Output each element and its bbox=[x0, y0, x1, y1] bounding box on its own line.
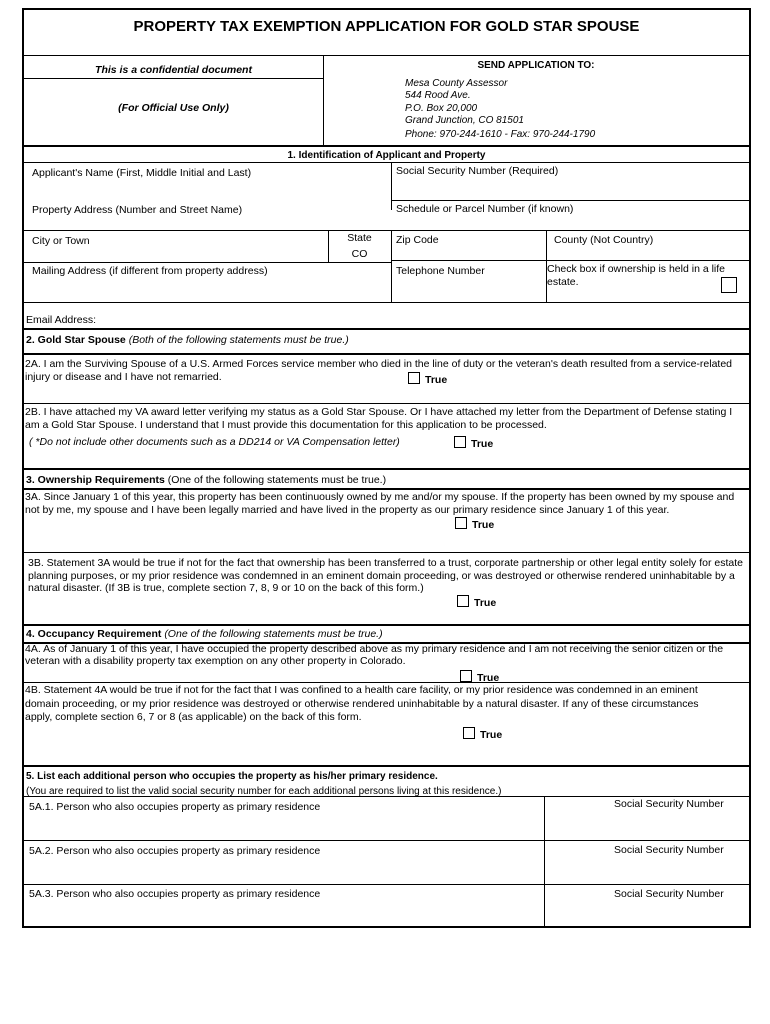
divider bbox=[24, 162, 749, 163]
person-5a2-field[interactable]: 5A.2. Person who also occupies property as primary residence bbox=[29, 845, 321, 857]
divider bbox=[24, 624, 749, 626]
true-label: True bbox=[474, 597, 497, 609]
divider bbox=[24, 552, 749, 553]
section4-note: (One of the following statements must be true.) bbox=[164, 628, 383, 640]
statement-2b-note: ( *Do not include other documents such as a DD214 or VA Compensation letter) bbox=[29, 436, 400, 448]
divider bbox=[24, 230, 749, 231]
checkbox-icon[interactable] bbox=[460, 670, 472, 682]
divider bbox=[24, 765, 749, 767]
divider bbox=[544, 796, 545, 928]
official-use-label: (For Official Use Only) bbox=[118, 102, 229, 114]
ssn-5a2-field[interactable]: Social Security Number bbox=[614, 844, 724, 856]
page-title: PROPERTY TAX EXEMPTION APPLICATION FOR GOLD STAR SPOUSE bbox=[133, 18, 640, 35]
divider bbox=[391, 162, 392, 210]
email-field[interactable]: Email Address: bbox=[26, 314, 97, 326]
divider bbox=[24, 796, 749, 797]
life-estate-checkbox[interactable] bbox=[721, 277, 737, 293]
divider bbox=[24, 328, 749, 330]
section3-title: 3. Ownership Requirements bbox=[26, 474, 165, 486]
state-value: CO bbox=[351, 248, 368, 260]
section4-heading bbox=[26, 628, 383, 641]
person-5a1-field[interactable]: 5A.1. Person who also occupies property as primary residence bbox=[29, 801, 321, 813]
state-label: State bbox=[347, 232, 372, 244]
true-3b[interactable] bbox=[457, 593, 496, 611]
true-label: True bbox=[471, 438, 494, 450]
divider bbox=[24, 488, 749, 490]
divider bbox=[24, 78, 323, 79]
section3-heading bbox=[26, 474, 386, 487]
true-label: True bbox=[480, 729, 503, 741]
divider bbox=[24, 262, 391, 263]
city-field[interactable]: City or Town bbox=[32, 235, 90, 247]
section2-note: (Both of the following statements must be true.) bbox=[128, 334, 349, 346]
county-field[interactable]: County (Not Country) bbox=[554, 234, 654, 246]
zip-code-field[interactable]: Zip Code bbox=[396, 234, 439, 246]
divider bbox=[24, 840, 749, 841]
checkbox-icon[interactable] bbox=[408, 372, 420, 384]
divider bbox=[24, 403, 749, 404]
ssn-5a3-field[interactable]: Social Security Number bbox=[614, 888, 724, 900]
send-to-address bbox=[405, 78, 595, 141]
divider bbox=[24, 145, 749, 147]
statement-2a: 2A. I am the Surviving Spouse of a U.S. Armed Forces service member who died in the line of duty or the veteran's death resulted from a service-related injury or disease and I have not remarried. bbox=[25, 358, 733, 383]
true-label: True bbox=[425, 374, 448, 386]
assessor-street: 544 Rood Ave. bbox=[405, 90, 471, 102]
section5-note: (You are required to list the valid social security number for each additional persons living at this residence.) bbox=[26, 786, 502, 797]
true-4b[interactable] bbox=[463, 725, 502, 743]
assessor-name: Mesa County Assessor bbox=[405, 78, 508, 89]
person-5a3-field[interactable]: 5A.3. Person who also occupies property as primary residence bbox=[29, 888, 321, 900]
section5-heading: 5. List each additional person who occupies the property as his/her primary residence. bbox=[26, 771, 438, 782]
divider bbox=[24, 55, 749, 56]
life-estate-label: Check box if ownership is held in a life estate. bbox=[547, 263, 726, 288]
statement-2b: 2B. I have attached my VA award letter verifying my status as a Gold Star Spouse. Or I have attached my letter from the Department of Defense stating I am a Gold Star Spouse. I understand that I must provide this documentation for this application to be processed. bbox=[25, 406, 733, 431]
telephone-field[interactable]: Telephone Number bbox=[396, 265, 485, 277]
statement-3b: 3B. Statement 3A would be true if not for the fact that ownership has been transferred to a trust, corporate partnership or other legal entity solely for estate planning purposes, or my prior residence was condemned in an eminent domain proceeding, or was destroyed or otherwise rendered uninhabitable by a natural disaster. (If 3B is true, complete section 7, 8, 9 or 10 on the back of this form.) bbox=[28, 557, 743, 594]
divider bbox=[24, 302, 749, 303]
true-label: True bbox=[472, 519, 495, 531]
section3-note: (One of the following statements must be true.) bbox=[167, 474, 387, 486]
mailing-address-field[interactable]: Mailing Address (if different from property address) bbox=[32, 265, 268, 277]
applicant-name-field[interactable]: Applicant's Name (First, Middle Initial and Last) bbox=[32, 167, 252, 179]
checkbox-icon[interactable] bbox=[454, 436, 466, 448]
section2-heading bbox=[26, 334, 349, 347]
statement-3a: 3A. Since January 1 of this year, this property has been continuously owned by me and/or my spouse. If the property has been owned by my spouse and not by me, my spouse and I have been legally married and have lived in the property as our primary residence since January 1 of this year. bbox=[25, 491, 735, 516]
divider bbox=[391, 260, 749, 261]
assessor-pobox: P.O. Box 20,000 bbox=[405, 102, 478, 114]
divider bbox=[24, 353, 749, 355]
property-address-field[interactable]: Property Address (Number and Street Name) bbox=[32, 204, 243, 216]
statement-4b: 4B. Statement 4A would be true if not for the fact that I was confined to a health care facility, or my prior residence was condemned in an eminent domain proceeding, or my prior residence was destroyed or otherwise rendered uninhabitable by a natural disaster. If any of these circumstances apply, complete section 6, 7 or 8 (as applicable) on the back of this form. bbox=[25, 684, 699, 723]
checkbox-icon[interactable] bbox=[455, 517, 467, 529]
section1-heading: 1. Identification of Applicant and Property bbox=[287, 150, 486, 161]
section2-title: 2. Gold Star Spouse bbox=[26, 334, 126, 346]
ssn-5a1-field[interactable]: Social Security Number bbox=[614, 798, 724, 810]
assessor-phone: Phone: 970-244-1610 - Fax: 970-244-1790 bbox=[405, 128, 596, 140]
checkbox-icon[interactable] bbox=[463, 727, 475, 739]
true-label: True bbox=[477, 672, 500, 684]
true-3a[interactable] bbox=[455, 515, 494, 533]
divider bbox=[391, 230, 392, 302]
divider bbox=[24, 884, 749, 885]
divider bbox=[391, 200, 749, 201]
section4-title: 4. Occupancy Requirement bbox=[26, 628, 162, 640]
statement-4a: 4A. As of January 1 of this year, I have occupied the property described above as my primary residence and I am not receiving the senior citizen or the veteran with a disability property tax exemption on any other property in Colorado. bbox=[25, 643, 724, 667]
divider bbox=[24, 468, 749, 470]
send-to-heading: SEND APPLICATION TO: bbox=[477, 60, 595, 71]
divider bbox=[24, 682, 749, 683]
assessor-city: Grand Junction, CO 81501 bbox=[405, 115, 524, 127]
true-2b[interactable] bbox=[454, 434, 493, 452]
ssn-field[interactable]: Social Security Number (Required) bbox=[396, 165, 559, 177]
confidential-notice: This is a confidential document bbox=[95, 64, 252, 76]
checkbox-icon[interactable] bbox=[457, 595, 469, 607]
true-2a[interactable] bbox=[408, 370, 447, 388]
parcel-number-field[interactable]: Schedule or Parcel Number (if known) bbox=[396, 203, 574, 215]
application-form bbox=[22, 8, 751, 928]
